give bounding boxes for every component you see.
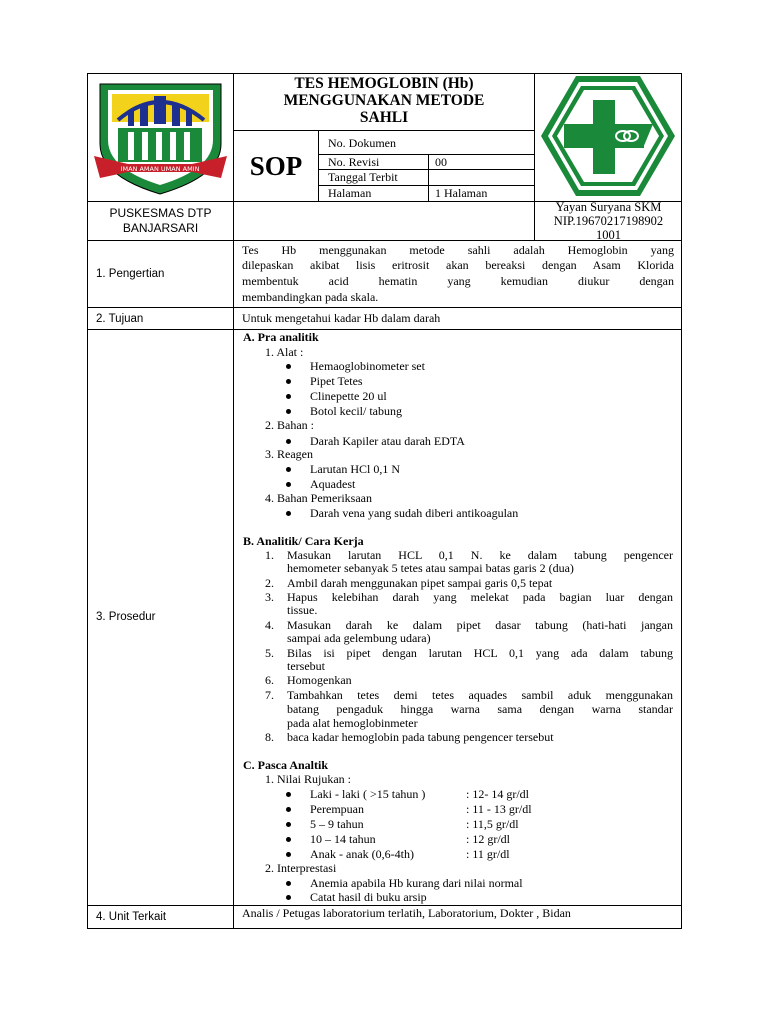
reagen-heading: 3. Reagen	[265, 447, 313, 461]
section-c-title: C. Pasca Analtik	[243, 758, 329, 772]
divider	[233, 240, 234, 929]
bullet-icon	[286, 511, 291, 516]
doc-number-label: No. Dokumen	[328, 136, 396, 150]
doc-revision-label: No. Revisi	[328, 155, 380, 169]
step-number: 8.	[265, 730, 274, 744]
section-b-title: B. Analitik/ Cara Kerja	[243, 534, 364, 548]
step-line: batang pengaduk hingga warna sama dengan warna standar	[287, 702, 673, 716]
doc-date-label: Tanggal Terbit	[328, 170, 398, 184]
step-line: hemometer sebanyak 5 tetes atau sampai batas garis 2 (dua)	[287, 561, 574, 575]
title-line: SAHLI	[359, 109, 409, 126]
institution-name	[88, 206, 233, 236]
step-line: pada alat hemoglobinmeter	[287, 716, 418, 730]
divider	[318, 130, 319, 201]
bullet-icon	[286, 379, 291, 384]
bullet-icon	[286, 439, 291, 444]
reference-value: : 12 gr/dl	[466, 832, 510, 846]
step-number: 5.	[265, 646, 274, 660]
reference-group: Perempuan	[310, 802, 364, 816]
signer-block	[535, 200, 682, 242]
bullet-icon	[286, 482, 291, 487]
bullet-icon	[286, 852, 291, 857]
bahan-item: Darah Kapiler atau darah EDTA	[310, 434, 465, 448]
divider	[428, 154, 429, 201]
alat-heading: 1. Alat :	[265, 345, 304, 359]
unit-label: 4. Unit Terkait	[96, 911, 167, 923]
section-a-title: A. Pra analitik	[243, 330, 319, 344]
bullet-icon	[286, 822, 291, 827]
bullet-icon	[286, 807, 291, 812]
institution-line: BANJARSARI	[122, 221, 199, 235]
document-title	[234, 75, 534, 126]
title-line: MENGGUNAKAN METODE	[283, 92, 485, 109]
interpretasi-item: Anemia apabila Hb kurang dari nilai normal	[310, 876, 523, 890]
step-line: Homogenkan	[287, 673, 352, 687]
reference-group: 5 – 9 tahun	[310, 817, 364, 831]
pengertian-line: dilepaskan akibat lisis eritrosit akan bereaksi dengan Asam Klorida	[242, 258, 674, 272]
step-line: Masukan larutan HCL 0,1 N. ke dalam tabung pengencer	[287, 548, 673, 562]
district-emblem-icon	[88, 74, 233, 201]
bullet-icon	[286, 467, 291, 472]
doc-page-label: Halaman	[328, 186, 372, 200]
signer-nip: 1001	[596, 228, 621, 242]
pengertian-line: membandingkan pada skala.	[242, 290, 379, 304]
step-line: tersebut	[287, 659, 325, 673]
unit-text: Analis / Petugas laboratorium terlatih, Laboratorium, Dokter , Bidan	[242, 906, 571, 920]
step-line: Masukan darah ke dalam pipet dasar tabung (hati-hati jangan	[287, 618, 673, 632]
tujuan-label: 2. Tujuan	[96, 313, 144, 325]
step-line: Hapus kelebihan darah yang melekat pada bagian luar dengan	[287, 590, 673, 604]
reference-value: : 12- 14 gr/dl	[466, 787, 529, 801]
pengertian-label: 1. Pengertian	[96, 268, 165, 280]
alat-item: Clinepette 20 ul	[310, 389, 387, 403]
step-line: baca kadar hemoglobin pada tabung pengencer tersebut	[287, 730, 554, 744]
divider	[87, 329, 682, 330]
reference-group: 10 – 14 tahun	[310, 832, 376, 846]
signer-name: Yayan Suryana SKM	[555, 200, 662, 214]
doc-page-value: 1 Halaman	[435, 186, 488, 200]
tujuan-text: Untuk mengetahui kadar Hb dalam darah	[242, 311, 441, 325]
reference-value: : 11,5 gr/dl	[466, 817, 519, 831]
step-line: tissue.	[287, 603, 318, 617]
reagen-item: Aquadest	[310, 477, 356, 491]
alat-item: Hemaoglobinometer set	[310, 359, 425, 373]
bullet-icon	[286, 881, 291, 886]
step-number: 4.	[265, 618, 274, 632]
institution-line: PUSKESMAS DTP	[109, 206, 212, 220]
pengertian-line: membentuk acid hematin yang kemudian diukur dengan	[242, 274, 674, 288]
bahan-heading: 2. Bahan :	[265, 418, 314, 432]
puskesmas-cross-icon	[535, 74, 681, 201]
bullet-icon	[286, 394, 291, 399]
sop-label: SOP	[249, 151, 303, 181]
step-number: 2.	[265, 576, 274, 590]
step-line: Ambil darah menggunakan pipet sampai garis 0,5 tepat	[287, 576, 553, 590]
reference-value: : 11 - 13 gr/dl	[466, 802, 532, 816]
doc-revision-value: 00	[435, 155, 447, 169]
alat-item: Pipet Tetes	[310, 374, 363, 388]
svg-text:IMAN AMAN UMAN AMIN: IMAN AMAN UMAN AMIN	[120, 165, 200, 173]
step-number: 3.	[265, 590, 274, 604]
bullet-icon	[286, 409, 291, 414]
reference-group: Anak - anak (0,6-4th)	[310, 847, 414, 861]
bullet-icon	[286, 364, 291, 369]
prosedur-label: 3. Prosedur	[96, 611, 156, 623]
pengertian-line: Tes Hb menggunakan metode sahli adalah Hemoglobin yang	[242, 243, 674, 257]
step-line: Bilas isi pipet dengan larutan HCL 0,1 yang ada dalam tabung	[287, 646, 673, 660]
pemeriksaan-item: Darah vena yang sudah diberi antikoagulan	[310, 506, 519, 520]
step-line: sampai ada gelembung udara)	[287, 631, 431, 645]
step-number: 7.	[265, 688, 274, 702]
bullet-icon	[286, 895, 291, 900]
step-number: 1.	[265, 548, 274, 562]
reference-value: : 11 gr/dl	[466, 847, 510, 861]
interpretasi-item: Catat hasil di buku arsip	[310, 890, 427, 904]
rujukan-heading: 1. Nilai Rujukan :	[265, 772, 351, 786]
reagen-item: Larutan HCl 0,1 N	[310, 462, 400, 476]
signer-nip: NIP.19670217198902	[553, 214, 664, 228]
bullet-icon	[286, 837, 291, 842]
alat-item: Botol kecil/ tabung	[310, 404, 402, 418]
title-line: TES HEMOGLOBIN (Hb)	[294, 75, 474, 92]
step-line: Tambahkan tetes demi tetes aquades sambil aduk menggunakan	[287, 688, 673, 702]
step-number: 6.	[265, 673, 274, 687]
bullet-icon	[286, 792, 291, 797]
pemeriksaan-heading: 4. Bahan Pemeriksaan	[265, 491, 372, 505]
divider	[233, 130, 534, 131]
divider	[87, 307, 682, 308]
interpretasi-heading: 2. Interprestasi	[265, 861, 337, 875]
reference-group: Laki - laki ( >15 tahun )	[310, 787, 426, 801]
